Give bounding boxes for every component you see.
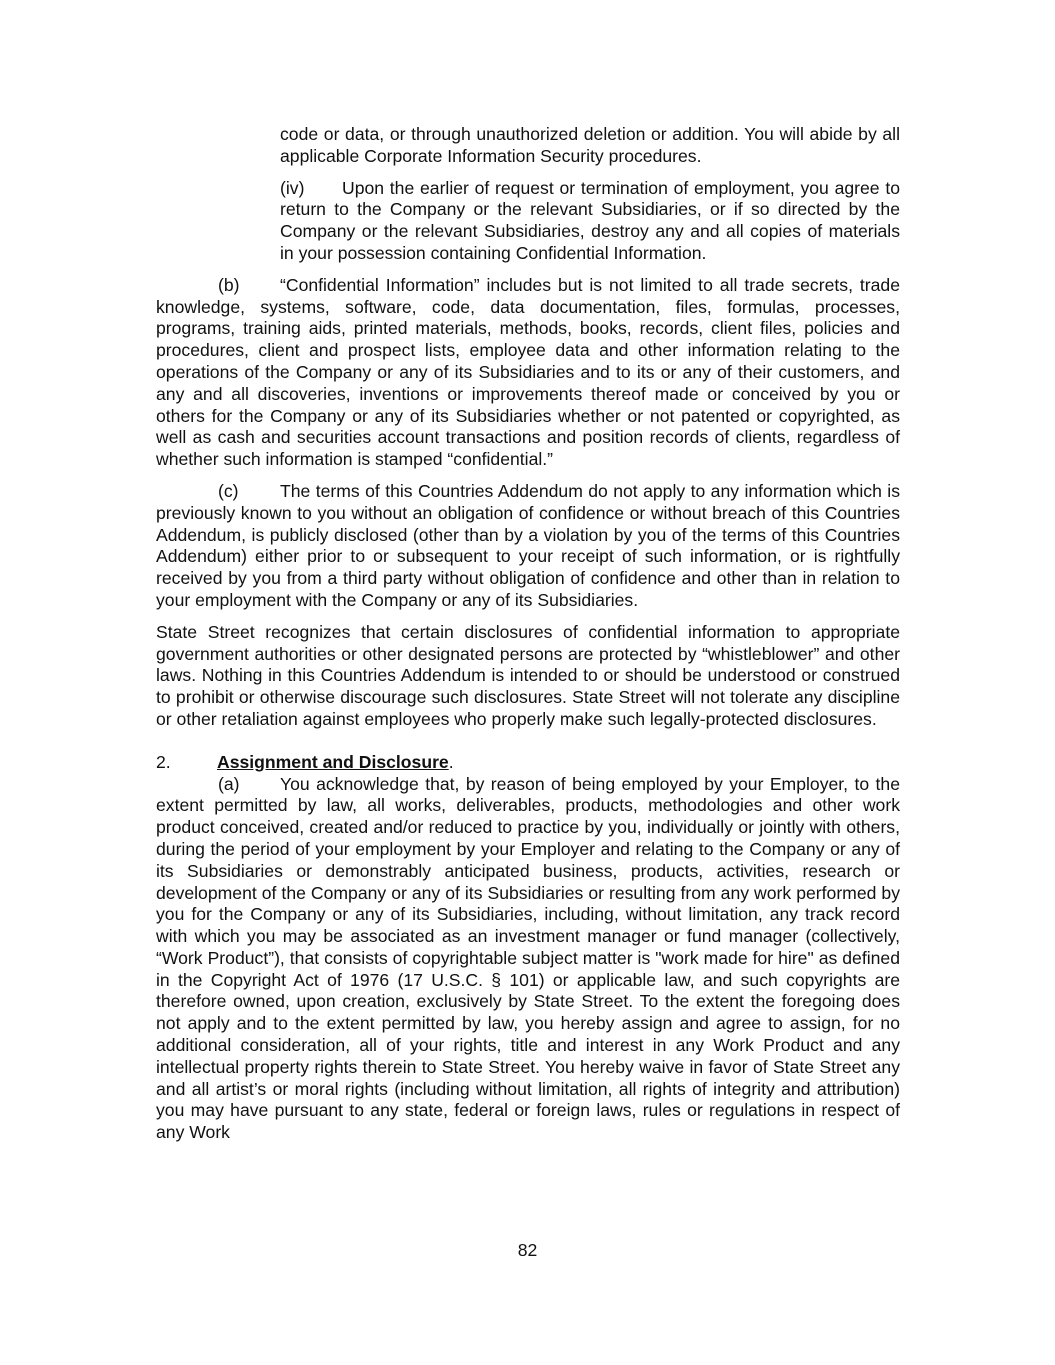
paragraph-text: Upon the earlier of request or termination of employment, you agree to return to the Company or the relevant Subsidiaries, or if so directed by the Company or the relevant Subsidiaries, destroy any and all copies of materials in your possession containing Confidential Information. — [280, 177, 900, 263]
document-page — [156, 124, 900, 1144]
paragraph-text: The terms of this Countries Addendum do not apply to any information which is previously known to you without an obligation of confidence or without breach of this Countries Addendum, is publicly disclosed (other than by a violation by you of the terms of this Countries Addendum) either prior to or subsequent to your receipt of such information, or is rightfully received by you from a third party without obligation of confidence and other than in relation to your employment with the Company or any of its Subsidiaries. — [156, 480, 900, 610]
paragraph-text: “Confidential Information” includes but is not limited to all trade secrets, trade knowledge, systems, software, code, data documentation, files, formulas, processes, programs, training aids, printed materials, methods, books, records, client files, policies and procedures, client and prospect lists, employee data and other information relating to the operations of the Company or any of its Subsidiaries and to its or any of their customers, and any and all discoveries, inventions or improvements thereof made or conceived by you or others for the Company or any of its Subsidiaries whether or not patented or copyrighted, as well as cash and securities account transactions and position records of clients, regardless of whether such information is stamped “confidential.” — [156, 274, 900, 470]
section-number: 2. — [156, 751, 171, 772]
section-heading — [156, 752, 900, 774]
paragraph-marker: (b) — [218, 274, 240, 295]
paragraph-whistleblower: State Street recognizes that certain disclosures of confidential information to appropriate government authorities or other designated persons are protected by “whistleblower” and other laws. Nothing in this Countries Addendum is intended to or should be understood or construed to prohibit or otherwise discourage such disclosures. State Street will not tolerate any discipline or other retaliation against employees who properly make such legally-protected disclosures. — [156, 621, 900, 729]
paragraph-c — [156, 481, 900, 612]
paragraph-marker: (a) — [218, 773, 240, 794]
paragraph-marker: (c) — [218, 480, 239, 501]
page-number: 82 — [517, 1240, 538, 1260]
paragraph-text: You acknowledge that, by reason of being employed by your Employer, to the extent permitted by law, all works, deliverables, products, methodologies and other work product conceived, created and/or reduced to practice by you, individually or jointly with others, during the period of your employment by your Employer and relating to the Company or any of its Subsidiaries or demonstrably anticipated business, products, activities, research or development of the Company or any of its Subsidiaries or resulting from any work performed by you for the Company or any of its Subsidiaries, including, without limitation, any track record with which you may be associated as an investment manager or fund manager (collectively, “Work Product”), that consists of copyrightable subject matter is "work made for hire" as defined in the Copyright Act of 1976 (17 U.S.C. § 101) or applicable law, and such copyrights are therefore owned, upon creation, exclusively by State Street. To the extent the foregoing does not apply and to the extent permitted by law, you hereby assign and agree to assign, for no additional consideration, all of your rights, title and interest in any Work Product and any intellectual property rights therein to State Street. You hereby waive in favor of State Street any and all artist’s or moral rights (including without limitation, all rights of integrity and attribution) you may have pursuant to any state, federal or foreign laws, rules or regulations in respect of any Work — [156, 773, 900, 1143]
paragraph-iii-continuation: code or data, or through unauthorized deletion or addition. You will abide by all applicable Corporate Information Security procedures. — [280, 124, 900, 166]
paragraph-iv — [280, 178, 900, 265]
section-title-period: . — [448, 751, 454, 772]
paragraph-marker: (iv) — [280, 177, 305, 198]
paragraph-b — [156, 275, 900, 471]
paragraph-2a — [156, 774, 900, 1145]
section-title: Assignment and Disclosure — [217, 751, 449, 772]
